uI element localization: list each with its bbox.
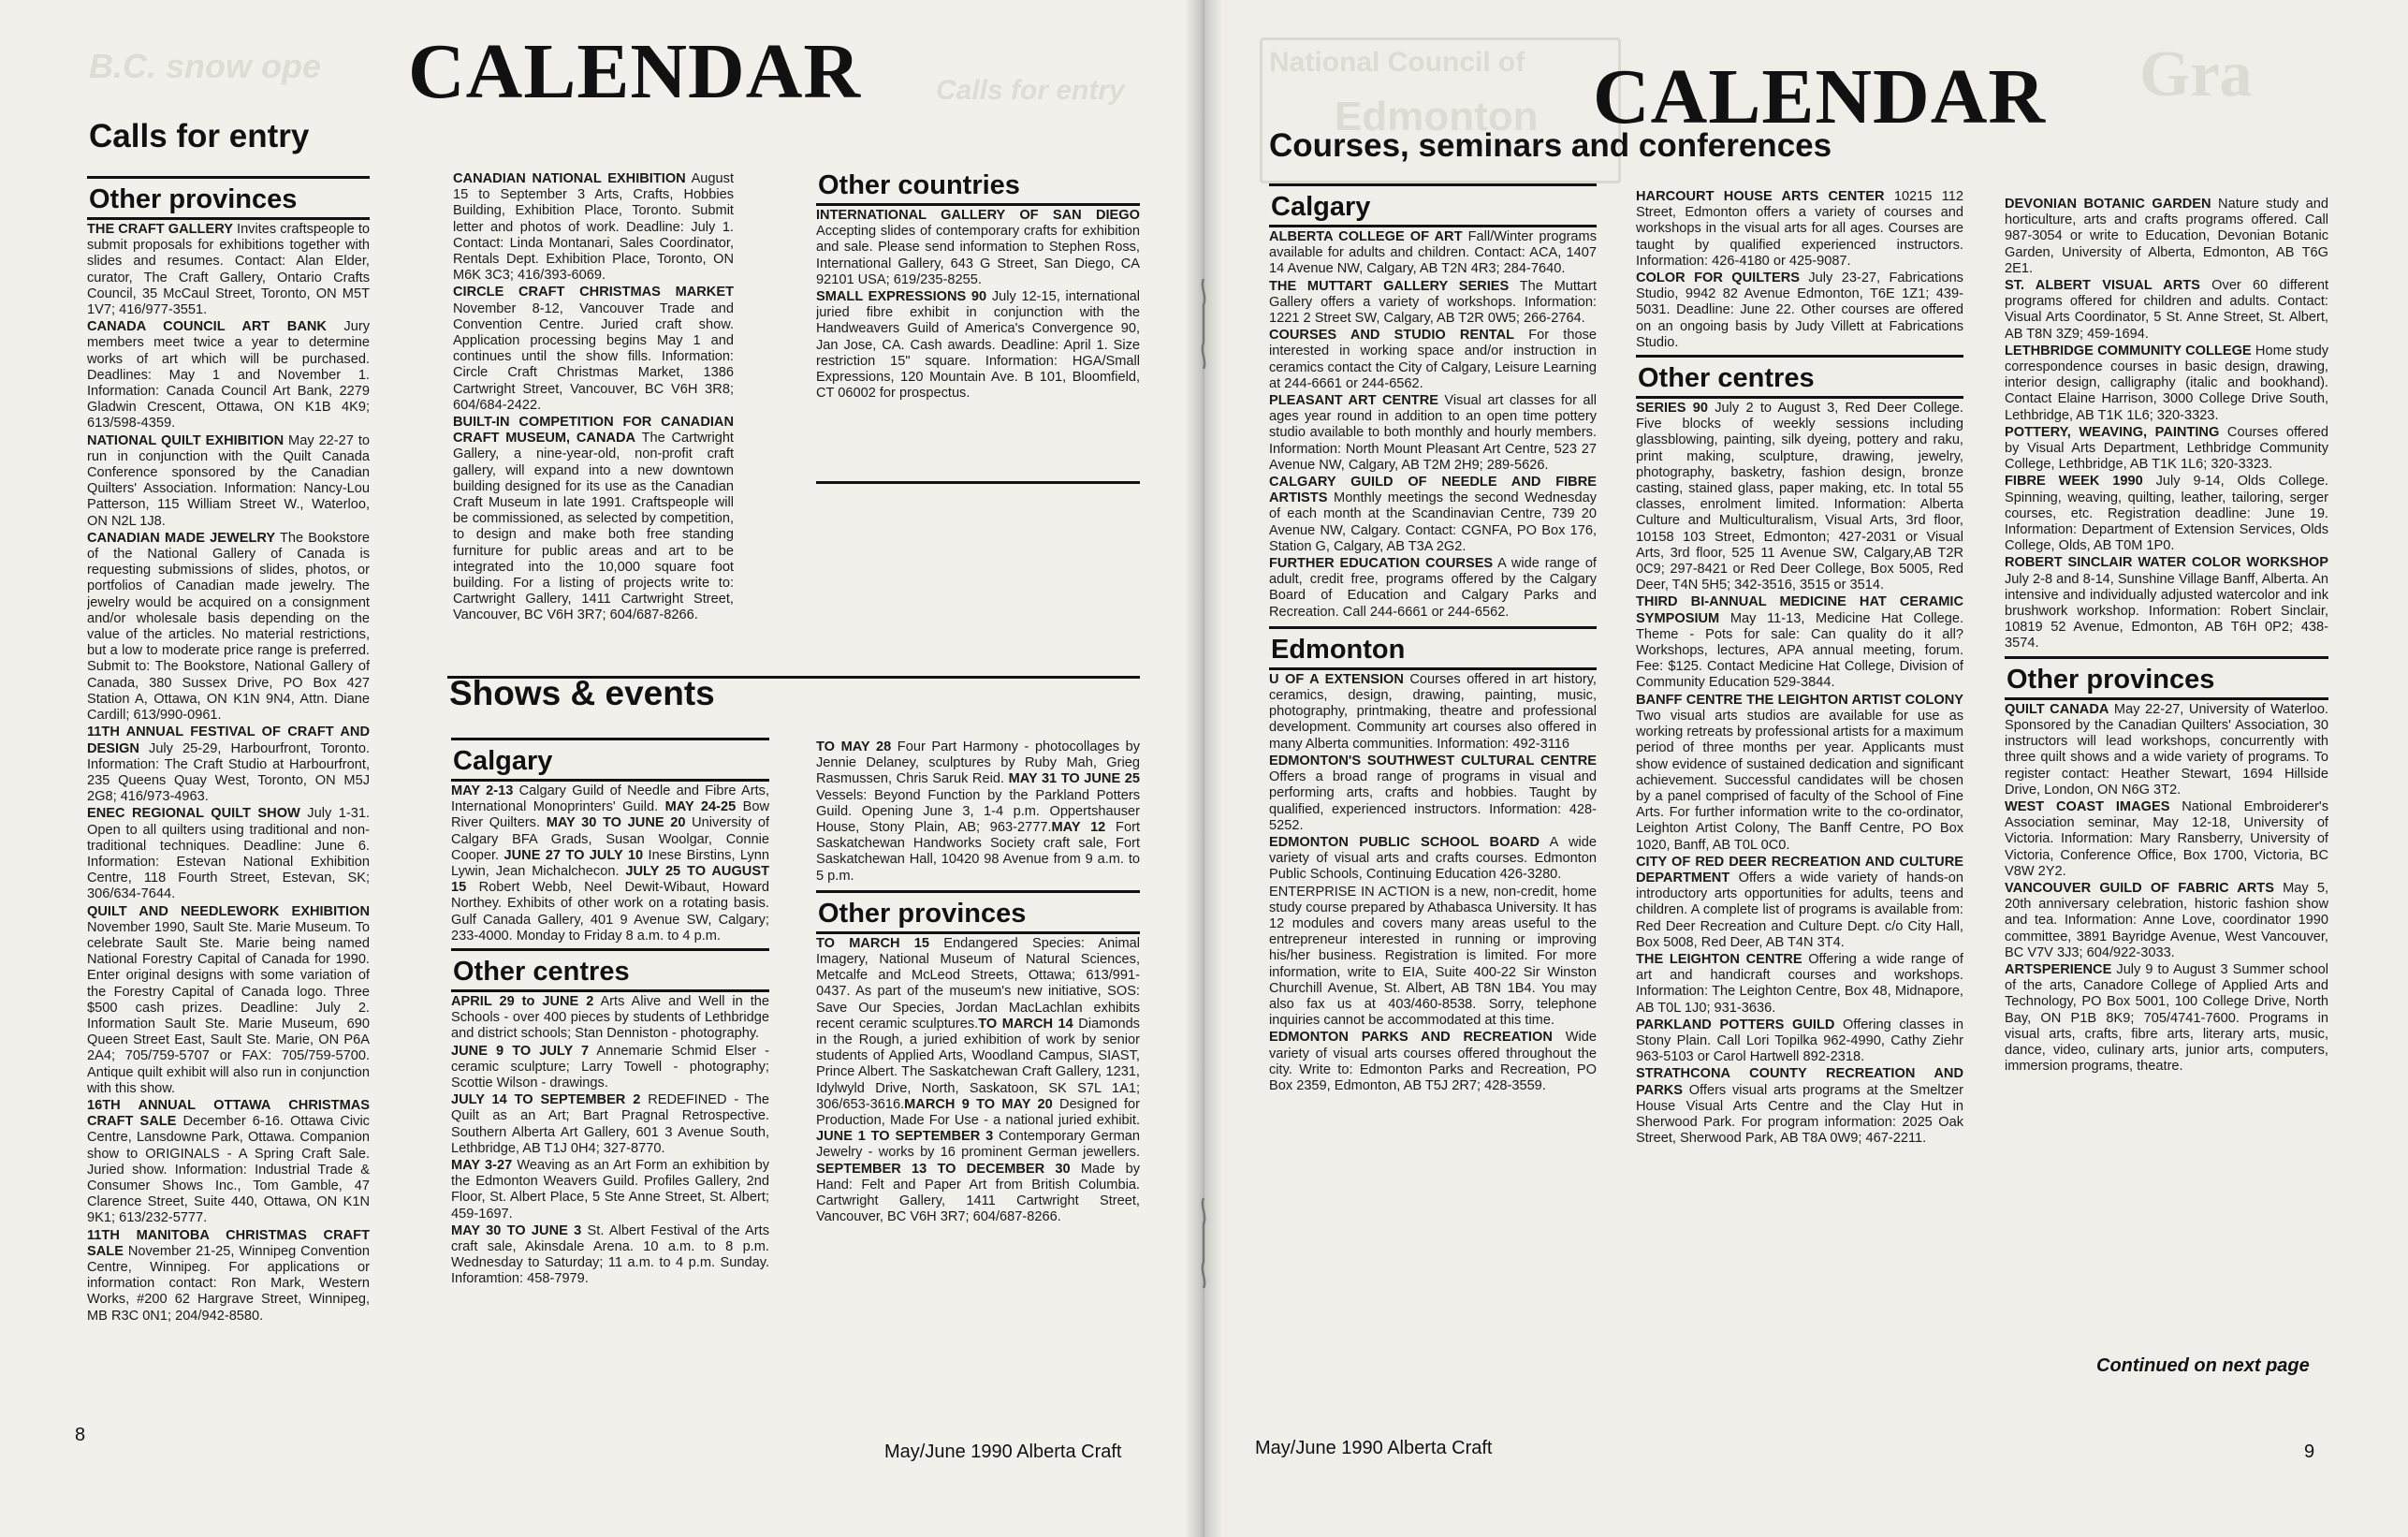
entry-title: SMALL EXPRESSIONS 90	[816, 289, 987, 305]
entry-title: STRATHCONA COUNTY RECREATION AND PARKS	[1636, 1066, 1963, 1098]
entry-title: ROBERT SINCLAIR WATER COLOR WORKSHOP	[2005, 555, 2328, 571]
entry-description: Offering a wide range of art and handicraft courses and workshops. Information: The Leighton Centre, Box 48, Midnapore, AB T0L 1J0; 931-3636.	[1636, 951, 1963, 1016]
entry-description: Wide variety of visual arts courses offered throughout the city. Write to: Edmonton Parks and Recreation, PO Box 2359, Edmonton, AB T5J 2R7; 428-3559.	[1269, 1030, 1597, 1093]
calendar-entry	[87, 806, 370, 902]
entry-title: EDMONTON PUBLIC SCHOOL BOARD	[1269, 834, 1540, 850]
entry-list	[1636, 189, 1963, 351]
entry-description: July 23-27, Fabrications Studio, 9942 82 Avenue Edmonton, T6E 1Z1; 439-5031. Deadline: June 22. Other courses are offered on an ongoing basis by Judy Villett at Fabrications Studio.	[1636, 271, 1963, 350]
entry-description: Courses offered by Visual Arts Department, Lethbridge Community College, Lethbridge, AB T1K 1L6; 320-3323.	[2005, 424, 2328, 473]
entry-description: Home study correspondence courses in basic design, drawing, interior design, calligraphy (italic and bookhand). Contact Elaine Harrison, 3000 College Drive South, Lethbridge, AB T1K 1L6; 320-3323.	[2005, 343, 2328, 423]
entry-date: TO MAY 28	[816, 739, 892, 754]
entry-title: INTERNATIONAL GALLERY OF SAN DIEGO	[816, 208, 1140, 223]
binding-gutter	[1185, 0, 1222, 1537]
calendar-entry	[87, 433, 370, 530]
footer-text: May/June 1990 Alberta Craft	[1255, 1438, 1493, 1458]
entry-list	[87, 222, 370, 1325]
calendar-entry	[453, 285, 734, 414]
entry-description: Robert Webb, Neel Dewit-Wibaut, Howard Northey. Exhibits of other work on a rotating basis. Gulf Canada Gallery, 401 9 Avenue SW, Calgary; 233-4000. Monday to Friday 8 a.m. to 4 p.m.	[451, 880, 769, 944]
entry-title: THE LEIGHTON CENTRE	[1636, 951, 1802, 967]
calendar-entry	[1636, 594, 1963, 691]
entry-description: National Embroiderer's Association seminar, May 12-18, University of Victoria. Information: Mary Ransberry, University of Victoria, Conference Office, Box 1700, Victoria, BC V8W 2Y2.	[2005, 798, 2328, 879]
entry-title: VANCOUVER GUILD OF FABRIC ARTS	[2005, 880, 2274, 896]
entry-description: Contemporary German Jewelry - works by 16 prominent German jewellers.	[816, 1129, 1140, 1161]
entry-description: Offers a wide variety of hands-on introductory arts opportunities for adults, teens and children. A complete list of programs is available from: Red Deer Recreation and Culture Dept. c/o City Hall, Box 5008, Red Deer, AB T4N 3T4.	[1636, 870, 1963, 950]
calendar-entry	[816, 208, 1140, 288]
entry-description: July 2 to August 3, Red Deer College. Five blocks of weekly sessions including glassblowing, painting, silk dyeing, pottery and raku, print making, sculpture, drawing, jewelry, photography, basketry, fashion design, bronze casting, stained glass, paper making, etc. In total 55 classes, enrolment limited. Information: Alberta Culture and Multiculturalism, Visual Arts, 3rd floor, 10158 103 Street, Edmonton; 427-2031 or Visual Arts, 3rd floor, 525 11 Avenue SW, Calgary,AB T2R 0C9; 297-8421 or Red Deer College, Box 5005, Red Deer, T4N 5H5; 342-3516, 3515 or 3514.	[1636, 401, 1963, 593]
entry-description: Fall/Winter programs available for adults and children. Contact: ACA, 1407 14 Avenue NW, Calgary, AB T2N 4R3; 284-7640.	[1269, 229, 1597, 277]
entry-title: MAY 3-27	[451, 1158, 513, 1174]
column-heading: Edmonton	[1269, 626, 1597, 670]
shows-column-2	[816, 739, 1140, 1385]
entry-description: Offers visual arts programs at the Smeltzer House Visual Arts Centre and the Clay Hut in Sherwood Park. For program information: 2025 Oak Street, Sherwood Park, AB T8A 0W9; 467-2211.	[1636, 1082, 1963, 1147]
entry-list	[816, 208, 1140, 402]
calendar-entry	[451, 1092, 769, 1157]
entry-description: May 22-27, University of Waterloo. Sponsored by the Canadian Quilters' Association, 30 instructors will lead workshops, concurrently with three quilt shows and a wide variety of programs. To register contact: Heather Stewart, 1694 Hillside Drive, London, ON N6G 3T2.	[2005, 701, 2328, 798]
bleed-through-text: B.C. snow ope	[89, 47, 322, 85]
run-paragraph	[816, 936, 1140, 1226]
column-1	[1269, 183, 1597, 1391]
entry-title: JULY 14 TO SEPTEMBER 2	[451, 1092, 641, 1108]
entry-description: Annemarie Schmid Elser - ceramic sculpture; Larry Towell - photography; Scottie Wilson - drawings.	[451, 1043, 769, 1091]
entry-date: SEPTEMBER 13 TO DECEMBER 30	[816, 1161, 1071, 1177]
entry-description: Made by Hand: Felt and Paper Art from British Columbia. Cartwright Gallery, 1411 Cartwright Street, Vancouver, BC V6H 3R7; 604/687-8266.	[816, 1161, 1140, 1225]
entry-list	[2005, 702, 2328, 1076]
entry-title: EDMONTON'S SOUTHWEST CULTURAL CENTRE	[1269, 753, 1597, 768]
entry-title: SERIES 90	[1636, 401, 1709, 417]
entry-title: HARCOURT HOUSE ARTS CENTER	[1636, 189, 1885, 204]
calendar-entry	[87, 222, 370, 318]
entry-description: July 12-15, international juried fibre exhibit in conjunction with the Handweavers Guild of America's Convergence 90, Jan Jose, CA. Cash awards. Deadline: April 1. Size restriction 15" square. Information: HGA/Small Expressions, 120 Mountain Ave. B 101, Bloomfield, CT 06002 for prospectus.	[816, 289, 1140, 402]
entry-description: The Cartwright Gallery, a nine-year-old, non-profit craft gallery, will expand into a new downtown building designed for its use as the Canadian Craft Museum in late 1991. Craftspeople will be commissioned, as selected by competition, to design and make both free standing furniture for public areas and art to be integrated into the 10,000 square foot building. For a listing of projects write to: Cartwright Gallery, 1411 Cartwright Street, Vancouver, BC V6H 3R7; 604/687-8266.	[453, 431, 734, 623]
entry-title: POTTERY, WEAVING, PAINTING	[2005, 424, 2220, 440]
calendar-entry	[2005, 962, 2328, 1075]
entry-title: CANADA COUNCIL ART BANK	[87, 319, 327, 335]
entry-date: JUNE 27 TO JULY 10	[503, 847, 644, 863]
calendar-entry	[1269, 328, 1597, 392]
entry-list	[1269, 229, 1597, 621]
section-divider	[816, 481, 1140, 484]
entry-date: JULY 25 TO AUGUST 15	[451, 864, 769, 896]
entry-date: MAY 12	[1051, 820, 1106, 836]
calendar-entry	[1636, 189, 1963, 270]
entry-title: ALBERTA COLLEGE OF ART	[1269, 229, 1463, 244]
entry-title: EDMONTON PARKS AND RECREATION	[1269, 1030, 1553, 1046]
entry-description: August 15 to September 3 Arts, Crafts, Hobbies Building, Exhibition Place, Toronto. Submit letter and photos of work. Deadline: July 1. Contact: Linda Montanari, Sales Coordinator, Rentals Dept. Exhibition Place, Toronto, ON M6K 3C3; 416/393-6069.	[453, 171, 734, 284]
entry-description: Accepting slides of contemporary crafts for exhibition and sale. Please send information to Stephen Ross, International Gallery, 643 G Street, San Diego, CA 92101 USA; 619/235-8255.	[816, 224, 1140, 287]
entry-description: Designed for Production, Made For Use - a national juried exhibit.	[816, 1096, 1140, 1129]
calendar-entry	[2005, 344, 2328, 424]
entry-description: Arts Alive and Well in the Schools - over 400 pieces by students of Lethbridge and district schools; Stan Denniston - photography.	[451, 994, 769, 1042]
entry-description: A wide variety of visual arts and crafts courses. Edmonton Public Schools, Continuing Education 426-3280.	[1269, 834, 1597, 883]
page-title: CALENDAR	[408, 28, 862, 115]
staple-bottom	[1199, 1196, 1208, 1290]
calendar-entry	[1636, 1017, 1963, 1066]
entry-title: NATIONAL QUILT EXHIBITION	[87, 432, 285, 448]
entry-description: Fort Saskatchewan Handworks Society craft sale, Fort Saskatchewan Hall, 10420 98 Avenue from 9 a.m. to 5 p.m.	[816, 820, 1140, 884]
entry-date: MARCH 9 TO MAY 20	[904, 1096, 1053, 1112]
shows-events-title: Shows & events	[449, 674, 715, 712]
entry-title: COLOR FOR QUILTERS	[1636, 271, 1800, 286]
calendar-entry	[87, 319, 370, 432]
entry-title: QUILT AND NEEDLEWORK EXHIBITION	[87, 903, 370, 919]
entry-title: CANADIAN NATIONAL EXHIBITION	[453, 171, 686, 186]
calendar-entry	[1269, 475, 1597, 555]
run-paragraph	[451, 783, 769, 944]
entry-description: Weaving as an Art Form an exhibition by the Edmonton Weavers Guild. Profiles Gallery, 2nd Floor, St. Albert Place, 5 Ste Anne Street, St. Albert; 459-1697.	[451, 1158, 769, 1222]
entry-description: A wide range of adult, credit free, programs offered by the Calgary Board of Education and Calgary Parks and Recreation. Call 244-6661 or 244-6562.	[1269, 556, 1597, 620]
entry-title: 11TH ANNUAL FESTIVAL OF CRAFT AND DESIGN	[87, 725, 370, 756]
calendar-entry	[1636, 1066, 1963, 1147]
column-heading: Other provinces	[816, 890, 1140, 934]
column-heading: Other centres	[451, 948, 769, 992]
entry-description: July 25-29, Harbourfront, Toronto. Information: The Craft Studio at Harbourfront, 235 Queens Quay West, Toronto, ON M5J 2G8; 416/973-4963.	[87, 740, 370, 805]
entry-list	[1269, 672, 1597, 1094]
entry-description: The Bookstore of the National Gallery of Canada is requesting submissions of slides, photos, or portfolios of Canadian made jewelry. The jewelry would be acquired on a consignment and/or wholesale basis depending on the value of the articles. No material restrictions, but a low to moderate price range is preferred. Submit to: The Bookstore, National Gallery of Canada, 380 Sussex Drive, PO Box 427 Station A, Ottawa, ON K1N 9N4, Attn. Diane Cardill; 613/990-0961.	[87, 530, 370, 724]
entry-title: THIRD BI-ANNUAL MEDICINE HAT CERAMIC SYMPOSIUM	[1636, 594, 1963, 626]
calendar-entry	[1636, 401, 1963, 593]
entry-title: ST. ALBERT VISUAL ARTS	[2005, 278, 2200, 294]
entry-description: Nature study and horticulture, arts and crafts programs offered. Call 987-3054 or write to Education, Devonian Botanic Garden, University of Alberta, Edmonton, AB T6G 2E1.	[2005, 197, 2328, 276]
calendar-entry	[451, 994, 769, 1043]
entry-list	[453, 171, 734, 624]
entry-date: TO MARCH 15	[816, 935, 930, 951]
entry-title: LETHBRIDGE COMMUNITY COLLEGE	[2005, 343, 2252, 359]
entry-title: THE MUTTART GALLERY SERIES	[1269, 278, 1510, 294]
entry-title: THE CRAFT GALLERY	[87, 222, 233, 237]
calendar-entry	[87, 904, 370, 1097]
entry-description: 10215 112 Street, Edmonton offers a variety of courses and workshops in the visual arts for all ages. Courses are taught by qualified experienced instructors. Information: 426-4180 or 425-9087.	[1636, 189, 1963, 269]
entry-title: PARKLAND POTTERS GUILD	[1636, 1017, 1835, 1032]
entry-description: May 22-27 to run in conjunction with the Quilt Canada Conference sponsored by the Canadian Quilters' Association. Information: Nancy-Lou Patterson, 115 William Street W., Waterloo, ON N2L 1J8.	[87, 432, 370, 529]
calendar-entry	[1269, 672, 1597, 753]
entry-title: ARTSPERIENCE	[2005, 961, 2112, 977]
entry-description: Jury members meet twice a year to determine works of art which will be purchased. Deadlines: May 1 and November 1. Information: Canada Council Art Bank, 2279 Gladwin Crescent, Ottawa, ON K1B 4K9; 613/598-4359.	[87, 319, 370, 432]
column-heading: Other centres	[1636, 355, 1963, 399]
page-number: 8	[75, 1425, 86, 1445]
entry-title: CALGARY GUILD OF NEEDLE AND FIBRE ARTISTS	[1269, 475, 1597, 506]
calendar-entry	[87, 1228, 370, 1325]
entry-date: TO MARCH 14	[978, 1016, 1073, 1032]
entry-list	[451, 994, 769, 1288]
calendar-entry	[451, 1158, 769, 1222]
bleed-through-text-2: Calls for entry	[936, 75, 1125, 106]
calendar-entry	[2005, 555, 2328, 651]
entry-title: ENEC REGIONAL QUILT SHOW	[87, 806, 300, 822]
entry-description: Monthly meetings the second Wednesday of each month at the Scandinavian Centre, 739 20 Avenue NW, Calgary. Contact: CGNFA, PO Box 176, Station G, Calgary, AB T3A 2G2.	[1269, 490, 1597, 554]
entry-description: November 21-25, Winnipeg Convention Centre, Winnipeg. For applications or information contact: Ron Mark, Western Works, #200 62 Hargrave Street, Winnipeg, MB R3C 0N1; 204/942-8580.	[87, 1243, 370, 1324]
column-heading: Calgary	[451, 738, 769, 782]
page-number: 9	[2304, 1442, 2315, 1462]
entry-title: FIBRE WEEK 1990	[2005, 474, 2143, 490]
calendar-entry	[87, 531, 370, 724]
calendar-entry	[1269, 279, 1597, 328]
entry-date: JUNE 1 TO SEPTEMBER 3	[816, 1129, 994, 1145]
column-3	[2005, 197, 2328, 1367]
entry-description: July 2-8 and 8-14, Sunshine Village Banff, Alberta. An intensive and individually adjusted watercolor and ink brushwork workshop. Information: Robert Sinclair, 10819 52 Avenue, Edmonton, AB T6H 0P2; 438-3574.	[2005, 571, 2328, 651]
entry-list	[2005, 197, 2328, 652]
entry-description: May 11-13, Medicine Hat College. Theme - Pots for sale: Can quality do it all? Workshops, lectures, APA annual meeting, forum. Fee: $125. Contact Medicine Hat College, Division of Community Education 529-3844.	[1636, 610, 1963, 691]
column-1	[87, 176, 370, 1374]
entry-description: University of Calgary BFA Grads, Susan Woolgar, Connie Cooper.	[451, 815, 769, 863]
calendar-entry	[451, 1223, 769, 1288]
staple-top	[1199, 277, 1208, 371]
entry-title: CITY OF RED DEER RECREATION AND CULTURE DEPARTMENT	[1636, 854, 1963, 886]
entry-date: MAY 2-13	[451, 783, 514, 798]
entry-title: BANFF CENTRE THE LEIGHTON ARTIST COLONY	[1636, 692, 1963, 708]
entry-description: May 5, 20th anniversary celebration, historic fashion show and tea. Information: Anne Love, coordinator 1990 committee, 3891 Bayridge Avenue, West Vancouver, BC V7V 3J3; 604/922-3033.	[2005, 880, 2328, 960]
calendar-entry	[1636, 693, 1963, 854]
calendar-entry	[453, 415, 734, 624]
calendar-entry	[1269, 754, 1597, 834]
entry-description: Visual art classes for all ages year round in addition to an open time pottery studio available to both monthly and hourly members. Information: North Mount Pleasant Art Centre, 523 27 Avenue NW, Calgary, AB T2M 2H9; 289-5626.	[1269, 393, 1597, 473]
calendar-entry	[87, 725, 370, 805]
calendar-entry	[2005, 799, 2328, 880]
entry-description: July 9 to August 3 Summer school of the arts, Canadore College of Applied Arts and Technology, PO Box 5001, 100 College Drive, North Bay, ON P1B 8K9; 705/4741-7600. Programs in visual arts, crafts, fibre arts, literary arts, music, dance, video, culinary arts, junior arts, computers, immersion programs, theatre.	[2005, 961, 2328, 1075]
calendar-entry	[2005, 197, 2328, 277]
right-page	[1204, 0, 2408, 1537]
entry-title: 16TH ANNUAL OTTAWA CHRISTMAS CRAFT SALE	[87, 1097, 370, 1130]
entry-title: U OF A EXTENSION	[1269, 671, 1404, 687]
entry-description: Bow River Quilters.	[451, 799, 769, 831]
entry-description: Calgary Guild of Needle and Fibre Arts, International Monoprinters' Guild.	[451, 783, 769, 815]
column-2	[453, 171, 734, 658]
entry-title: JUNE 9 TO JULY 7	[451, 1043, 590, 1059]
calendar-entry	[2005, 425, 2328, 474]
calendar-entry	[1269, 835, 1597, 884]
entry-title: CANADIAN MADE JEWELRY	[87, 530, 276, 546]
entry-description: July 1-31. Open to all quilters using traditional and non-traditional techniques. Deadline: June 6. Information: Estevan National Exhibition Centre, 118 Fourth Street, Estevan, SK; 306/634-7644.	[87, 806, 370, 902]
entry-description: Diamonds in the Rough, a juried exhibition of work by senior students of Applied Arts, Woodland Campus, SIAST, Prince Albert. The Saskatchewan Craft Gallery, 1231, Idylwyld Drive, North, Saskatoon, SK S7L 1A1; 306/653-3616.	[816, 1016, 1140, 1112]
section-title: Courses, seminars and conferences	[1269, 127, 1832, 164]
shows-column-1	[451, 738, 769, 1374]
column-3	[816, 168, 1140, 477]
entry-title: WEST COAST IMAGES	[2005, 798, 2170, 814]
entry-description: Over 60 different programs offered for children and adults. Contact: Visual Arts Coordinator, 5 St. Anne Street, St. Albert, AB T8N 3Z9; 459-1694.	[2005, 278, 2328, 342]
entry-description: Endangered Species: Animal Imagery, National Museum of Natural Sciences, Metcalfe and McLeod Streets, Ottawa; 613/991-0437. As part of the museum's new initiative, SOS: Save Our Species, Jordan MacLachlan exhibits recent ceramic sculptures.	[816, 935, 1140, 1032]
calendar-entry	[451, 1044, 769, 1092]
entry-description: November 1990, Sault Ste. Marie Museum. To celebrate Sault Ste. Marie being named National Forestry Capital of Canada for 1990. Enter original designs with some variation of the Forestry Capital of Canada logo. Three $500 cash prizes. Deadline: July 2. Information Sault Ste. Marie Museum, 690 Queen Street East, Sault Ste. Marie, ON P6A 2A4; 705/759-5707 or FAX: 705/759-5700. Antique quilt exhibit will also run in conjunction with this show.	[87, 919, 370, 1096]
calendar-entry	[1269, 1030, 1597, 1094]
column-heading: Other provinces	[87, 176, 370, 220]
calendar-entry	[2005, 278, 2328, 343]
entry-title: 11TH MANITOBA CHRISTMAS CRAFT SALE	[87, 1227, 370, 1259]
entry-description: Two visual arts studios are available for use as working retreats by professional artists for a maximum period of three months per year. Applicants must show evidence of sustained dedication and significant achievement. Successful candidates will be chosen by a panel comprised of faculty of the School of Fine Arts. For further information write to the co-ordinator, Leighton Artist Colony, The Banff Centre, PO Box 1020, Banff, AB T0L 0C0.	[1636, 708, 1963, 853]
entry-description: Courses offered in art history, ceramics, design, drawing, painting, music, photography, printmaking, theatre and professional development. Community art courses also offered in many Alberta communities. Information: 492-3116	[1269, 671, 1597, 752]
entry-description: December 6-16. Ottawa Civic Centre, Lansdowne Park, Ottawa. Companion show to ORIGINALS - A Spring Craft Sale. Juried show. Information: Industrial Trade & Consumer Shows Inc., Tom Gamble, 47 Clarence Street, Suite 440, Ottawa, ON K1N 9K1; 613/232-5777.	[87, 1114, 370, 1226]
entry-title: BUILT-IN COMPETITION FOR CANADIAN CRAFT MUSEUM, CANADA	[453, 415, 734, 446]
calendar-entry	[2005, 474, 2328, 554]
entry-description: November 8-12, Vancouver Trade and Convention Centre. Juried craft show. Application processing begins May 1 and continues until the show fills. Information: Circle Craft Christmas Market, 1386 Cartwright Street, Vancouver, BC V6H 3R8; 604/684-2422.	[453, 300, 734, 413]
entry-title: COURSES AND STUDIO RENTAL	[1269, 328, 1515, 344]
entry-description: The Muttart Gallery offers a variety of workshops. Information: 1221 2 Street SW, Calgary, AB T2R 0W5; 266-2764.	[1269, 278, 1597, 327]
calendar-entry	[1269, 229, 1597, 278]
column-heading: Other provinces	[2005, 656, 2328, 700]
entry-title: CIRCLE CRAFT CHRISTMAS MARKET	[453, 285, 734, 300]
continued-note: Continued on next page	[2096, 1355, 2310, 1376]
entry-description: Invites craftspeople to submit proposals for exhibitions together with slides and resumes. Contact: Alan Elder, curator, The Craft Gallery, Ontario Crafts Council, 35 McCaul Street, Toronto, ON M5T 1V7; 416/977-3551.	[87, 222, 370, 318]
entry-title: MAY 30 TO JUNE 3	[451, 1222, 582, 1238]
entry-title: FURTHER EDUCATION COURSES	[1269, 556, 1494, 572]
entry-description: Offers a broad range of programs in visual and performing arts, crafts and hobbies. Taught by qualified, experienced instructors. Information: 428-5252.	[1269, 769, 1597, 833]
entry-title: APRIL 29 to JUNE 2	[451, 994, 594, 1010]
calendar-entry	[87, 1098, 370, 1227]
run-paragraph	[816, 739, 1140, 885]
calendar-entry	[1636, 271, 1963, 351]
entry-list	[1636, 401, 1963, 1147]
calendar-entry	[2005, 702, 2328, 798]
entry-date: MAY 31 TO JUNE 25	[1008, 771, 1140, 787]
entry-title: DEVONIAN BOTANIC GARDEN	[2005, 197, 2211, 212]
entry-description: Vessels: Beyond Function by the Parkland Potters Guild. Opening June 3, 1-4 p.m. Oppertshauser House, Stony Plain, AB; 963-2777.	[816, 787, 1140, 836]
entry-description: Four Part Harmony - photocollages by Jennie Delaney, sculptures by Ruby Mah, Grieg Rasmussen, Chris Saruk Reid.	[816, 739, 1140, 787]
bleed-through-text: National Council of	[1269, 47, 1525, 78]
entry-description: ENTERPRISE IN ACTION is a new, non-credit, home study course prepared by Athabasca University. It has 12 modules and covers many areas useful to the entrepreneur interested in running or improving his/her business. Registration is limited. For more information, write to EIA, Suite 400-22 Sir Winston Churchill Avenue, St. Albert, AB T8N 1B4. You may also fax us at 403/460-8538. Sorry, telephone inquiries cannot be accommodated at this time.	[1269, 884, 1597, 1029]
entry-description: July 9-14, Olds College. Spinning, weaving, quilting, leather, tailoring, serger courses, etc. Registration deadline: June 19. Information: Department of Extension Services, Olds College, Olds, AB T0M 1P0.	[2005, 474, 2328, 554]
calendar-entry	[1269, 885, 1597, 1030]
entry-description: Offering classes in Stony Plain. Call Lori Topilka 962-4990, Cathy Ziehr 963-5103 or Carol Hartwell 892-2318.	[1636, 1017, 1963, 1065]
page-title: CALENDAR	[1593, 53, 2047, 140]
column-heading: Calgary	[1269, 183, 1597, 227]
calendar-entry	[2005, 881, 2328, 961]
calendar-entry	[1636, 952, 1963, 1017]
column-2	[1636, 189, 1963, 1369]
calendar-entry	[1269, 393, 1597, 474]
entry-description: REDEFINED - The Quilt as an Art; Bart Pragnal Retrospective. Southern Alberta Art Gallery, 601 3 Avenue South, Lethbridge, AB T1J 0H4; 327-8770.	[451, 1092, 769, 1156]
entry-title: QUILT CANADA	[2005, 701, 2109, 717]
bleed-through-text-2: Edmonton	[1335, 94, 1539, 139]
entry-date: MAY 24-25	[664, 799, 737, 815]
entry-description: For those interested in working space and/or instruction in ceramics contact the City of Calgary, Leisure Learning at 244-6661 or 244-6562.	[1269, 328, 1597, 391]
entry-date: MAY 30 TO JUNE 20	[546, 815, 686, 831]
section-title: Calls for entry	[89, 118, 310, 154]
calendar-entry	[816, 289, 1140, 402]
bleed-through-text-3: Gra	[2139, 38, 2253, 110]
calendar-entry	[1636, 855, 1963, 951]
footer-text: May/June 1990 Alberta Craft	[884, 1442, 1122, 1462]
calendar-entry	[1269, 556, 1597, 621]
column-heading: Other countries	[816, 168, 1140, 206]
entry-title: PLEASANT ART CENTRE	[1269, 393, 1438, 409]
entry-description: Inese Birstins, Lynn Lywin, Jean Michalchecon.	[451, 847, 769, 880]
entry-description: St. Albert Festival of the Arts craft sale, Akinsdale Arena. 10 a.m. to 8 p.m. Wednesday to Saturday; 11 a.m. to 4 p.m. Sunday. Inforamtion: 458-7979.	[451, 1222, 769, 1287]
calendar-entry	[453, 171, 734, 284]
